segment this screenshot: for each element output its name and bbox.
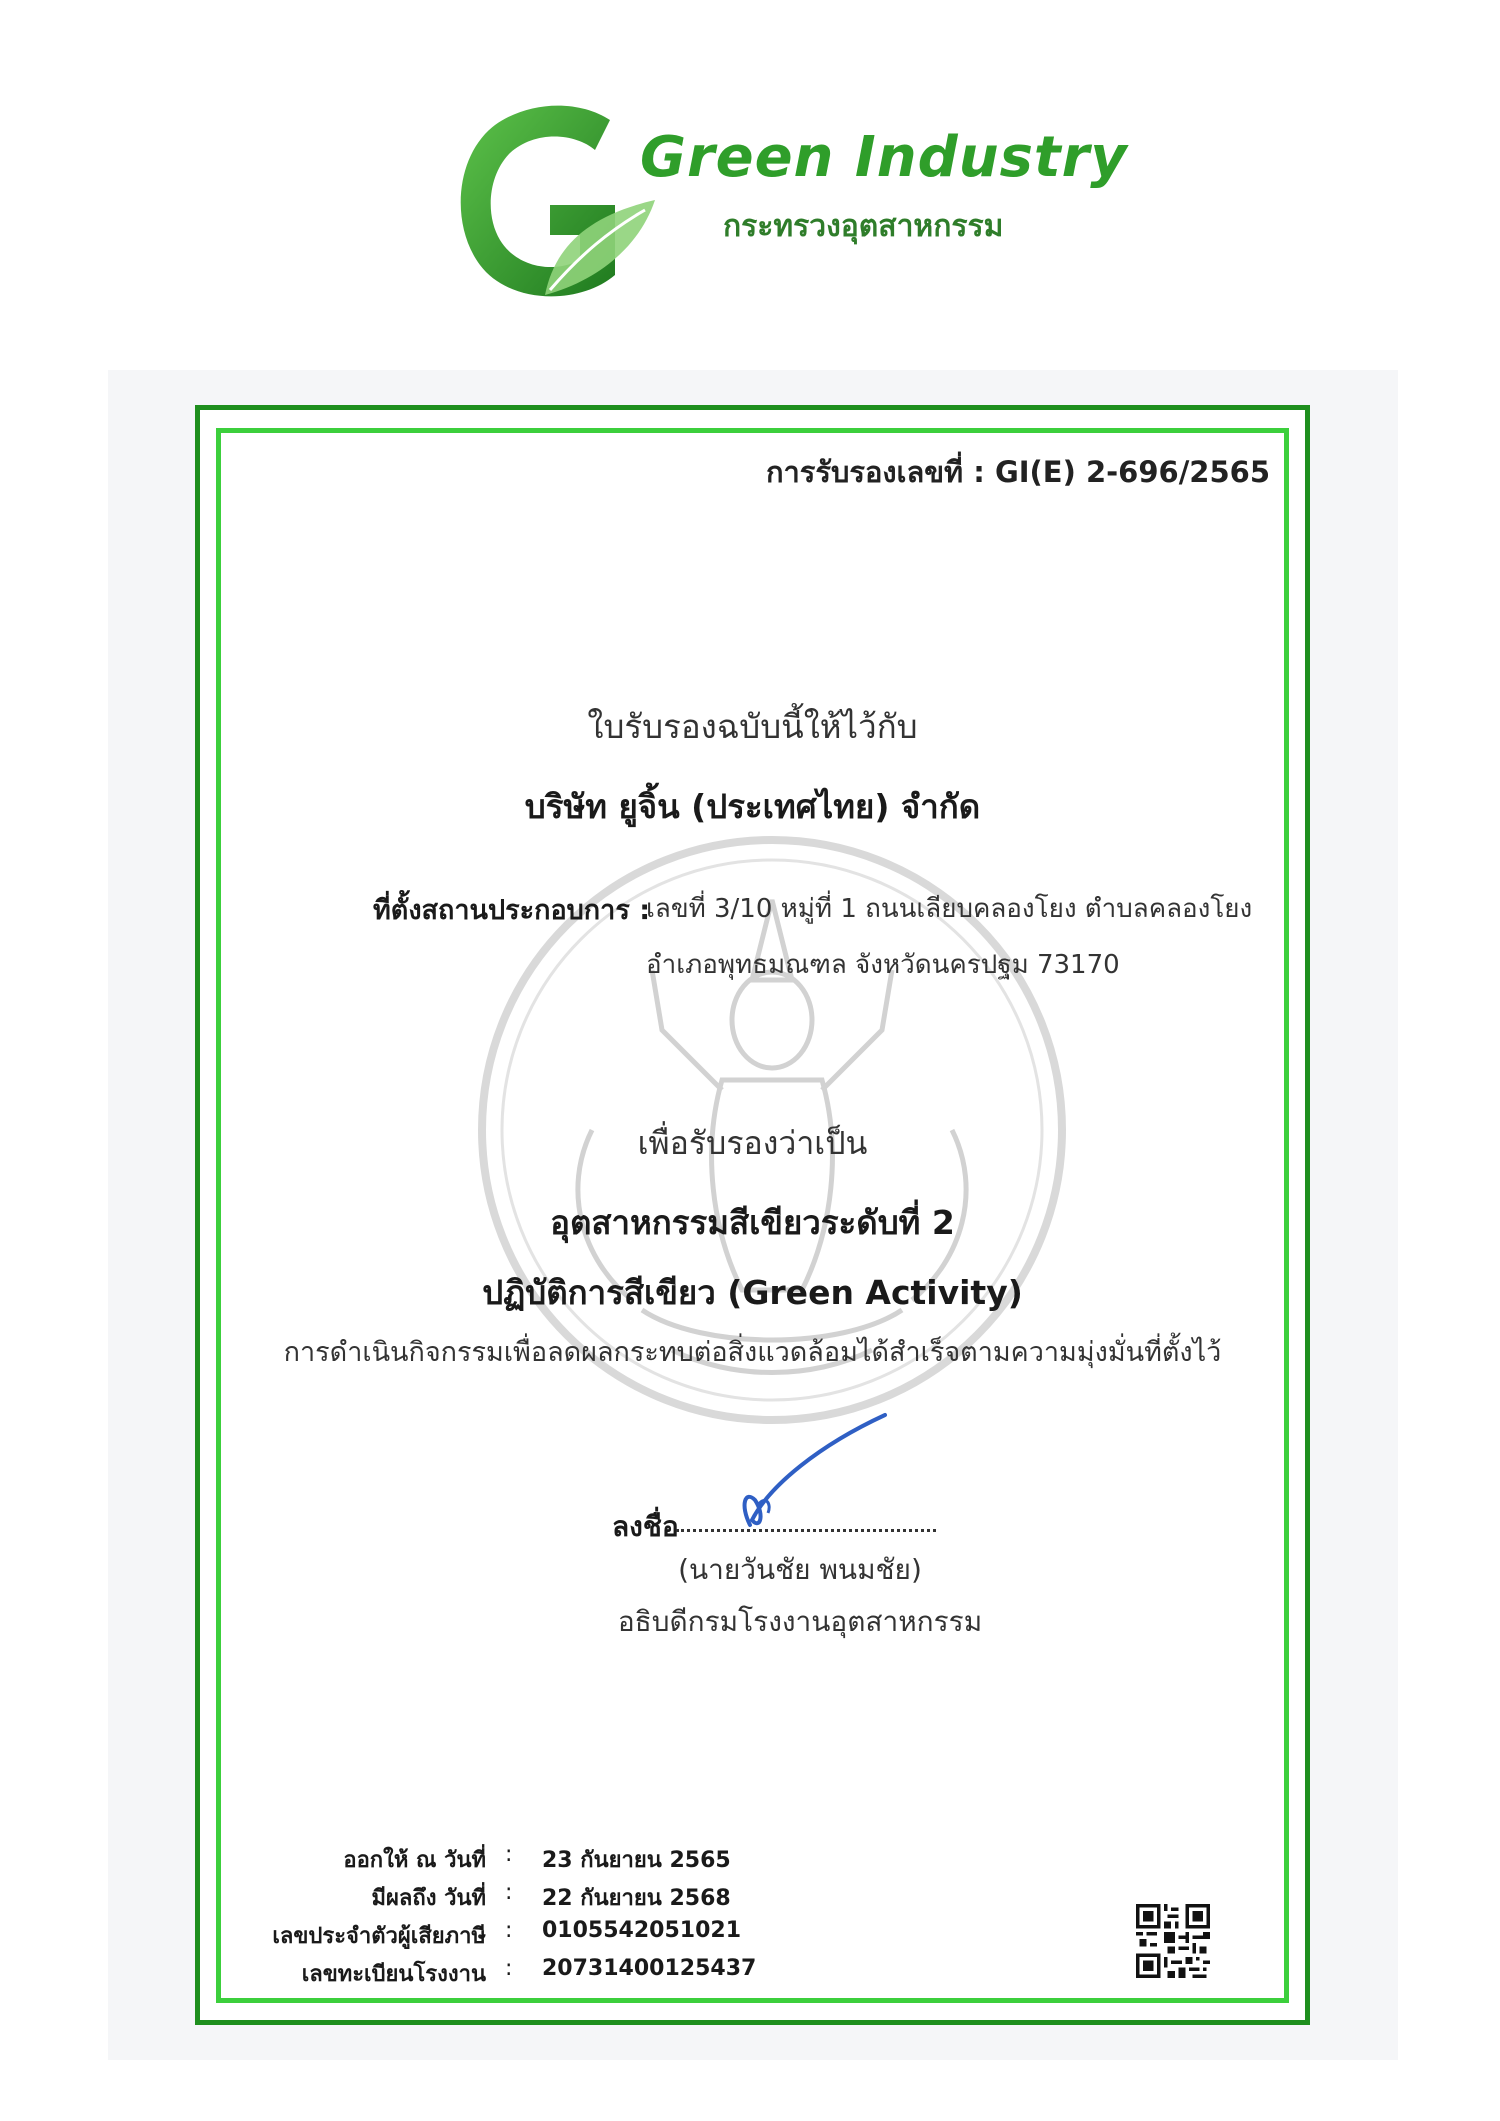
qr-code-icon[interactable] (1136, 1904, 1210, 1978)
green-industry-g-leaf-icon (440, 95, 660, 310)
expiry-date-value: 22 กันยายน 2568 (542, 1886, 731, 1911)
factory-reg-label: เลขทะเบียนโรงงาน (301, 1962, 486, 1987)
issue-date-label: ออกให้ ณ วันที่ (343, 1848, 486, 1873)
expiry-date-label: มีผลถึง วันที่ (371, 1886, 486, 1911)
green-industry-level: อุตสาหกรรมสีเขียวระดับที่ 2 (550, 1203, 955, 1242)
address-label: ที่ตั้งสถานประกอบการ : (373, 895, 651, 926)
tax-id-value: 0105542051021 (542, 1918, 741, 1943)
issue-date-colon: : (505, 1842, 513, 1867)
issue-date-value: 23 กันยายน 2565 (542, 1848, 731, 1873)
certificate-heading: ใบรับรองฉบับนี้ให้ไว้กับ (587, 707, 918, 746)
signer-name: (นายวันชัย พนมชัย) (678, 1553, 922, 1586)
factory-reg-colon: : (505, 1956, 513, 1981)
company-name: บริษัท ยูจิ้น (ประเทศไทย) จำกัด (524, 787, 981, 826)
signature-line (676, 1513, 936, 1532)
tax-id-colon: : (505, 1918, 513, 1943)
expiry-date-colon: : (505, 1880, 513, 1905)
logo-title: Green Industry (640, 125, 1128, 190)
factory-reg-value: 20731400125437 (542, 1956, 757, 1981)
tax-id-label: เลขประจำตัวผู้เสียภาษี (272, 1924, 486, 1949)
green-activity: ปฏิบัติการสีเขียว (Green Activity) (482, 1273, 1023, 1312)
green-industry-logo (440, 95, 1128, 310)
certify-statement: เพื่อรับรองว่าเป็น (637, 1124, 868, 1162)
address-line-1: เลขที่ 3/10 หมู่ที่ 1 ถนนเลียบคลองโยง ตำบลคลองโยง (646, 894, 1253, 924)
activity-description: การดำเนินกิจกรรมเพื่อลดผลกระทบต่อสิ่งแวดล้อมได้สำเร็จตามความมุ่งมั่นที่ตั้งไว้ (283, 1337, 1222, 1368)
signature-label: ลงชื่อ (612, 1510, 679, 1543)
logo-ministry: กระทรวงอุตสาหกรรม (723, 209, 1004, 244)
address-line-2: อำเภอพุทธมณฑล จังหวัดนครปฐม 73170 (646, 950, 1120, 980)
signer-title: อธิบดีกรมโรงงานอุตสาหกรรม (617, 1605, 983, 1638)
certificate-number: การรับรองเลขที่ : GI(E) 2-696/2565 (765, 455, 1270, 489)
